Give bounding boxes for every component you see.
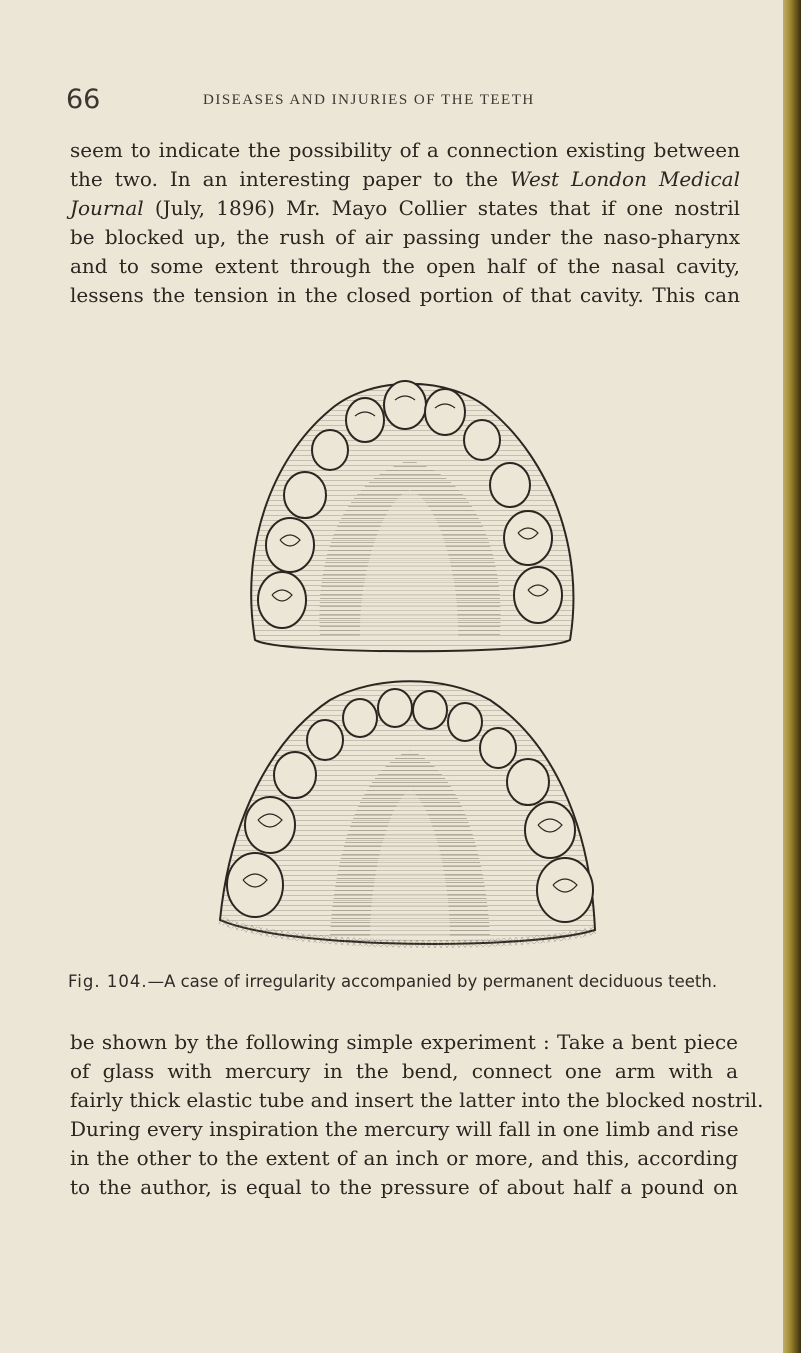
text-line: lessens the tension in the closed portion of that cavity. This can: [70, 283, 740, 307]
figure-label: Fig. 104.: [68, 972, 148, 991]
text-line: of glass with mercury in the bend, connect one arm with a: [70, 1059, 738, 1083]
lower-arch-cast: [220, 681, 595, 944]
text-line: fairly thick elastic tube and insert the latter into the blocked nostril.: [70, 1088, 764, 1112]
page-spine-edge: [783, 0, 801, 1353]
text-line: [70, 194, 740, 223]
text-segment: the two. In an interesting paper to the: [70, 167, 511, 191]
text-line: be blocked up, the rush of air passing under the naso-pharynx: [70, 225, 740, 249]
journal-title: Journal: [70, 196, 144, 220]
page-number: 66: [66, 84, 101, 115]
paragraph-top: [70, 136, 740, 310]
figure-caption: [68, 972, 740, 991]
figure-caption-text: —A case of irregularity accompanied by permanent deciduous teeth.: [147, 972, 718, 991]
text-line: in the other to the extent of an inch or more, and this, according: [70, 1146, 738, 1170]
upper-arch-cast: [251, 381, 573, 651]
text-line: be shown by the following simple experiment : Take a bent piece: [70, 1030, 738, 1054]
dental-cast-illustration: [210, 350, 610, 960]
paragraph-bottom: [70, 1028, 764, 1202]
journal-title: West London Medical: [510, 167, 740, 191]
text-line: seem to indicate the possibility of a connection existing between: [70, 138, 740, 162]
text-line: to the author, is equal to the pressure of about half a pound on: [70, 1175, 738, 1199]
text-line: [70, 165, 740, 194]
text-line: and to some extent through the open half of the nasal cavity,: [70, 254, 740, 278]
text-segment: (July, 1896) Mr. Mayo Collier states that if one nostril: [143, 196, 740, 220]
running-head: DISEASES AND INJURIES OF THE TEETH: [203, 92, 535, 108]
text-line: During every inspiration the mercury will fall in one limb and rise: [70, 1117, 739, 1141]
